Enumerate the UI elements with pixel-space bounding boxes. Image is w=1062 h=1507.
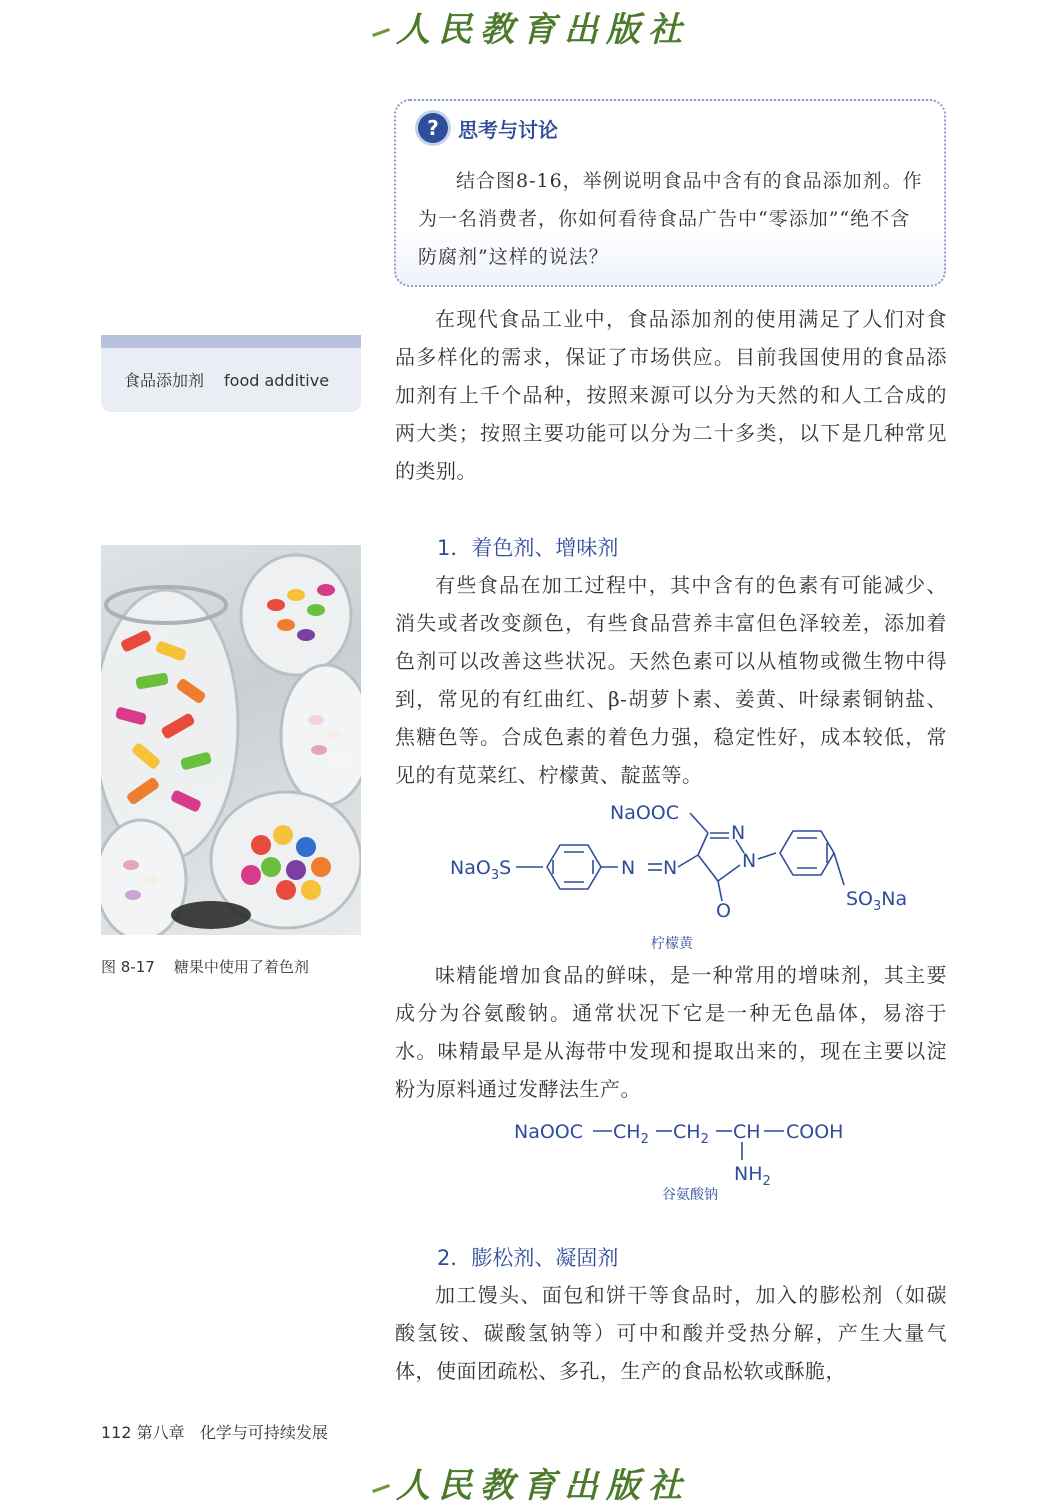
section-2-paragraph-1: 加工馒头、面包和饼干等食品时，加入的膨松剂（如碳酸氢铵、碳酸氢钠等）可中和酸并受热分解，产生大量气体，使面团疏松、多孔，生产的食品松软或酥脆， xyxy=(395,1283,947,1383)
tartrazine-azo-n2: N xyxy=(663,857,678,879)
tartrazine-naooc: NaOOC xyxy=(610,802,680,824)
figure-number: 图 8-17 xyxy=(101,958,155,976)
tartrazine-ring-n3: N xyxy=(731,822,746,844)
section-1-heading: 1．着色剂、增味剂 xyxy=(437,536,619,560)
msg-nh2: $NH_2$ xyxy=(734,1163,771,1189)
publisher-logo-bottom: 人民教育出版社 xyxy=(0,1458,1062,1507)
page-number: 112 xyxy=(101,1423,132,1442)
section-1-paragraph-1: 有些食品在加工过程中，其中含有的色素有可能减少、消失或者改变颜色，有些食品营养丰富但色泽较差，添加着色剂可以改善这些状况。天然色素可以从植物或微生物中得到，常见的有红曲红、β-胡萝卜素、姜黄、叶绿素铜钠盐、焦糖色等。合成色素的着色力强，稳定性好，成本较低，常见的有苋菜红、柠檬黄、靛蓝等。 xyxy=(395,573,947,787)
msg-ch2-second: $CH_2$ xyxy=(673,1121,709,1147)
figure-caption xyxy=(101,956,309,977)
msg-ch2-first: $CH_2$ xyxy=(613,1121,649,1147)
msg-structure xyxy=(510,1112,870,1192)
msg-ch: CH xyxy=(733,1121,761,1143)
chapter-number: 第八章 xyxy=(136,1423,185,1442)
candy-jars-illustration xyxy=(101,545,361,935)
think-discuss-text: 结合图8-16，举例说明食品中含有的食品添加剂。作为一名消费者，你如何看待食品广告中“零添加”“绝不含防腐剂”这样的说法？ xyxy=(418,170,923,268)
publisher-logo-top: 人民教育出版社 xyxy=(0,2,1062,51)
keyword-sidebar-bar xyxy=(101,335,361,348)
section-2-heading: 2．膨松剂、凝固剂 xyxy=(437,1246,619,1270)
question-icon: ? xyxy=(418,113,448,143)
tartrazine-so3na: $SO_3Na$ xyxy=(846,888,908,914)
candy-jars-photo xyxy=(101,545,361,935)
tartrazine-ring-n4: N xyxy=(742,850,757,872)
logo-stroke-icon xyxy=(372,28,390,37)
msg-naooc: NaOOC xyxy=(514,1121,584,1143)
tartrazine-oxygen: O xyxy=(716,900,731,922)
logo-stroke-icon xyxy=(372,1484,390,1493)
keyword-en: food additive xyxy=(224,371,330,390)
msg-cooh: COOH xyxy=(786,1121,844,1143)
think-discuss-title: ? 思考与讨论 xyxy=(418,111,558,145)
tartrazine-azo-n1: N xyxy=(621,857,636,879)
msg-label: 谷氨酸钠 xyxy=(662,1187,718,1203)
chapter-title: 化学与可持续发展 xyxy=(199,1423,328,1442)
section-1-paragraph-2: 味精能增加食品的鲜味，是一种常用的增味剂，其主要成分为谷氨酸钠。通常状况下它是一种无色晶体，易溶于水。味精最早是从海带中发现和提取出来的，现在主要以淀粉为原料通过发酵法生产。 xyxy=(395,963,947,1101)
keyword-text xyxy=(124,368,329,391)
keyword-zh: 食品添加剂 xyxy=(124,371,205,390)
page-footer xyxy=(101,1420,328,1443)
intro-paragraph: 在现代食品工业中，食品添加剂的使用满足了人们对食品多样化的需求，保证了市场供应。目前我国使用的食品添加剂有上千个品种，按照来源可以分为天然的和人工合成的两大类；按照主要功能可以分为二十多类，以下是几种常见的类别。 xyxy=(395,307,947,483)
figure-caption-text: 糖果中使用了着色剂 xyxy=(173,958,309,976)
tartrazine-label: 柠檬黄 xyxy=(651,936,693,952)
tartrazine-structure xyxy=(440,795,940,955)
tartrazine-nao3s: NaO$_3$S xyxy=(450,857,512,883)
